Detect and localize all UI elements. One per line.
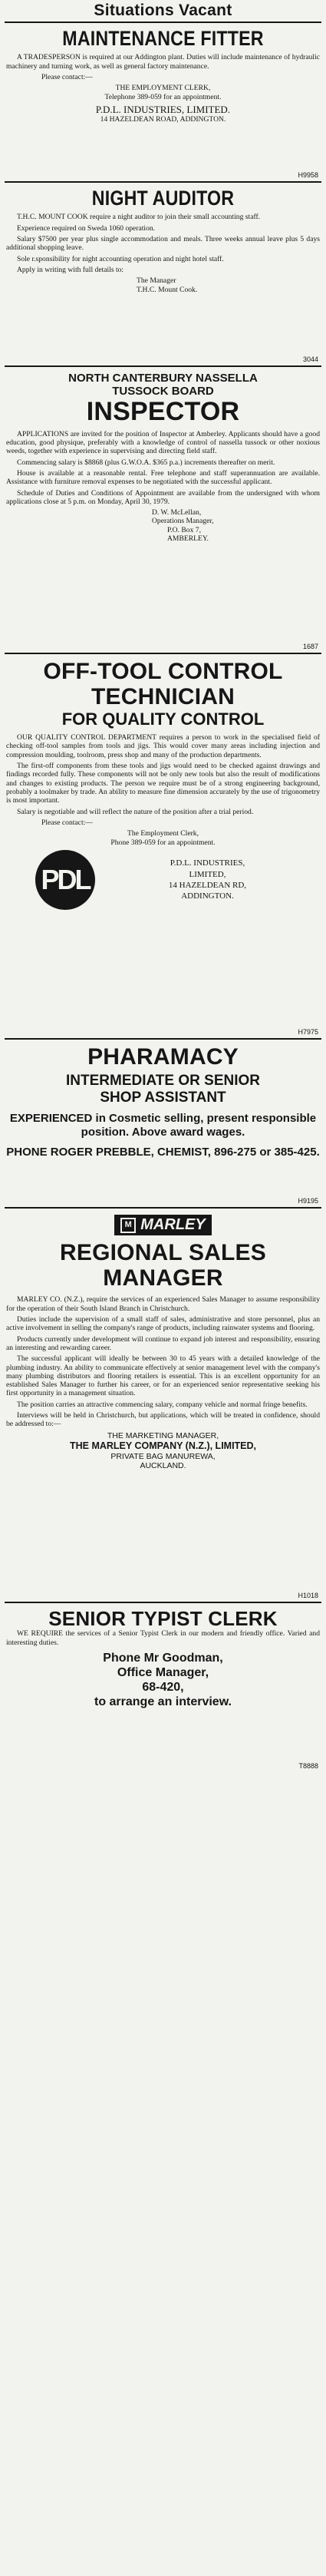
- ad-paragraph: OUR QUALITY CONTROL DEPARTMENT requires a person to work in the specialised field of checking off-tool samples from tools and jigs. This would cover many areas including injection and compression moulding, toolroom, press shop and many of the production departments.: [6, 733, 320, 759]
- ad-paragraph: MARLEY CO. (N.Z.), require the services of an experienced Sales Manager to assume responsibility for the operation of their South Island Branch in Christchurch.: [6, 1295, 320, 1313]
- ad-paragraph: House is available at a reasonable rental. Free telephone and staff superannuation are available. Assistance with furniture removal expenses to be negotiated with the successful applicant.: [6, 468, 320, 487]
- ad-paragraph: T.H.C. MOUNT COOK require a night auditor to join their small accounting staff.: [17, 213, 261, 222]
- company-block: [6, 850, 320, 910]
- board-name: TUSSOCK BOARD: [112, 385, 214, 398]
- ad-title: OFF-TOOL CONTROL: [43, 658, 283, 684]
- ad-regional-sales-manager: [0, 1209, 326, 1602]
- ad-title: SENIOR TYPIST CLERK: [48, 1606, 278, 1630]
- ad-maintenance-fitter: [0, 23, 326, 181]
- contact-line: Office Manager,: [117, 1665, 209, 1679]
- contact-line: 68-420,: [142, 1680, 184, 1694]
- signature-line: AMBERLEY.: [167, 534, 209, 544]
- signature-line: The Manager: [137, 276, 176, 286]
- ad-title: TECHNICIAN: [91, 683, 235, 709]
- address-line: AUCKLAND.: [140, 1461, 186, 1471]
- ad-paragraph: Products currently under development will continue to expand job interest and responsibility, ensuring an interesting and rewarding career.: [6, 1334, 320, 1352]
- ad-subtitle: SHOP ASSISTANT: [100, 1089, 226, 1106]
- contact-line: Phone Mr Goodman,: [103, 1651, 223, 1665]
- ad-night-auditor: [0, 183, 326, 365]
- ad-title: NIGHT AUDITOR: [91, 186, 235, 210]
- signature-line: D. W. McLellan,: [152, 508, 202, 518]
- contact-phone: PHONE ROGER PREBBLE, CHEMIST, 896-275 or 385-425.: [6, 1145, 320, 1159]
- signature-line: T.H.C. Mount Cook.: [137, 285, 198, 294]
- ad-body: EXPERIENCED in Cosmetic selling, present responsible position. Above award wages.: [9, 1112, 317, 1139]
- brand-name: MARLEY: [140, 1215, 206, 1233]
- company-name: P.D.L. INDUSTRIES, LIMITED.: [95, 104, 231, 116]
- company-address: 14 HAZELDEAN RD,: [168, 880, 247, 890]
- address-line: PRIVATE BAG MANUREWA,: [110, 1451, 216, 1461]
- ad-body: WE REQUIRE the services of a Senior Typist Clerk in our modern and friendly office. Varied and interesting duties.: [6, 1629, 320, 1647]
- address-line: THE MARLEY COMPANY (N.Z.), LIMITED,: [69, 1440, 257, 1452]
- ad-title: MANAGER: [103, 1265, 223, 1291]
- company-details: [95, 858, 320, 901]
- ad-paragraph: The successful applicant will ideally be between 30 to 45 years with a detailed knowledge of the plumbing industry. An ability to communicate effectively at senior management level with the company's many plumbing distributors and flooring retailers is essential. This is an excellent opportunity for an established Sales Manager to further his career, or for an experienced senior representative seeking his first opportunity in a management situation.: [6, 1354, 320, 1398]
- ad-reference: H9195: [298, 1197, 318, 1205]
- signature-line: P.O. Box 7,: [167, 525, 201, 534]
- ad-paragraph: Experience required on Sweda 1060 operation.: [17, 223, 156, 233]
- contact-name: THE EMPLOYMENT CLERK,: [115, 84, 211, 93]
- ad-subtitle: INTERMEDIATE OR SENIOR: [66, 1072, 260, 1089]
- company-address: ADDINGTON.: [181, 891, 234, 901]
- ad-reference: H7975: [298, 1028, 318, 1037]
- ad-inspector: [0, 367, 326, 653]
- company-name: P.D.L. INDUSTRIES,: [170, 858, 245, 868]
- ad-senior-typist-clerk: [0, 1603, 326, 1775]
- marley-logo: [6, 1215, 320, 1236]
- ad-subtitle: FOR QUALITY CONTROL: [61, 709, 265, 729]
- contact-intro: Please contact:—: [41, 73, 93, 82]
- ad-paragraph: APPLICATIONS are invited for the position of Inspector at Amberley. Applicants should have a good education, good physique, preferably with a knowledge of control of nassella tussock or other noxious weeds, together with experience in supervising and directing field staff.: [6, 429, 320, 456]
- ad-paragraph: Salary is negotiable and will reflect the nature of the position after a trial period.: [17, 807, 254, 816]
- ad-reference: T8888: [298, 1762, 318, 1771]
- contact-phone: Phone 389-059 for an appointment.: [110, 838, 216, 847]
- company-address: 14 HAZELDEAN ROAD, ADDINGTON.: [100, 115, 226, 124]
- ad-off-tool-control-technician: [0, 654, 326, 1038]
- ad-paragraph: Salary $7500 per year plus single accommodation and meals. Three weeks annual leave plus 5 days additional shopping leave.: [6, 235, 320, 253]
- ad-paragraph: Duties include the supervision of a small staff of sales, administrative and store personnel, plus an active involvement in selling the company's range of products, including rainwater systems and flooring.: [6, 1314, 320, 1333]
- ad-pharmacy: [0, 1040, 326, 1207]
- contact-line: to arrange an interview.: [94, 1695, 232, 1708]
- ad-paragraph: Apply in writing with full details to:: [17, 266, 124, 275]
- ad-title: REGIONAL SALES: [60, 1240, 266, 1266]
- ad-paragraph: The first-off components from these tools and jigs would need to be checked against drawings and findings recorded fully. These components will not be only new tools but also the result of modifications and changes to existing products. The person we require must be of a strong engineering background, probably a toolmaker by trade. An ability to measure fine dimension accurately by the use of trigonometry is most important.: [6, 762, 320, 805]
- ad-body: A TRADESPERSON is required at our Addington plant. Duties will include maintenance of hydraulic machinery and turning work, as well as general factory maintenance.: [6, 53, 320, 71]
- ad-paragraph: The position carries an attractive commencing salary, company vehicle and normal fringe benefits.: [17, 1400, 308, 1409]
- contact-name: The Employment Clerk,: [127, 829, 199, 838]
- pdl-logo: PDL: [35, 850, 95, 910]
- ad-paragraph: Schedule of Duties and Conditions of Appointment are available from the undersigned with whom applications close at 5 p.m. on Monday, April 30, 1979.: [6, 488, 320, 506]
- board-name: NORTH CANTERBURY NASSELLA: [68, 371, 258, 385]
- ad-paragraph: Interviews will be held in Christchurch, but applications, which will be treated in confidence, should be addressed to:—: [6, 1411, 320, 1429]
- contact-intro: Please contact:—: [41, 818, 93, 827]
- ad-title: MAINTENANCE FITTER: [62, 26, 264, 50]
- ad-title: PHARAMACY: [87, 1043, 239, 1070]
- signature-line: Operations Manager,: [152, 517, 214, 526]
- ad-paragraph: Commencing salary is $8868 (plus G.W.O.A. $365 p.a.) increments thereafter on merit.: [17, 458, 275, 467]
- marley-mark-icon: M: [120, 1218, 136, 1233]
- ad-title: INSPECTOR: [86, 397, 240, 427]
- contact-phone: Telephone 389-059 for an appointment.: [104, 92, 222, 101]
- address-line: THE MARKETING MANAGER,: [107, 1430, 219, 1440]
- section-header: Situations Vacant: [94, 2, 232, 19]
- ad-reference: 1687: [302, 643, 318, 651]
- ad-paragraph: Sole r.sponsibility for night accounting operation and night hotel staff.: [17, 254, 224, 263]
- ad-reference: 3044: [302, 355, 318, 364]
- ad-reference: H1018: [298, 1592, 318, 1600]
- company-name: LIMITED,: [189, 869, 226, 879]
- ad-reference: H9958: [298, 171, 318, 180]
